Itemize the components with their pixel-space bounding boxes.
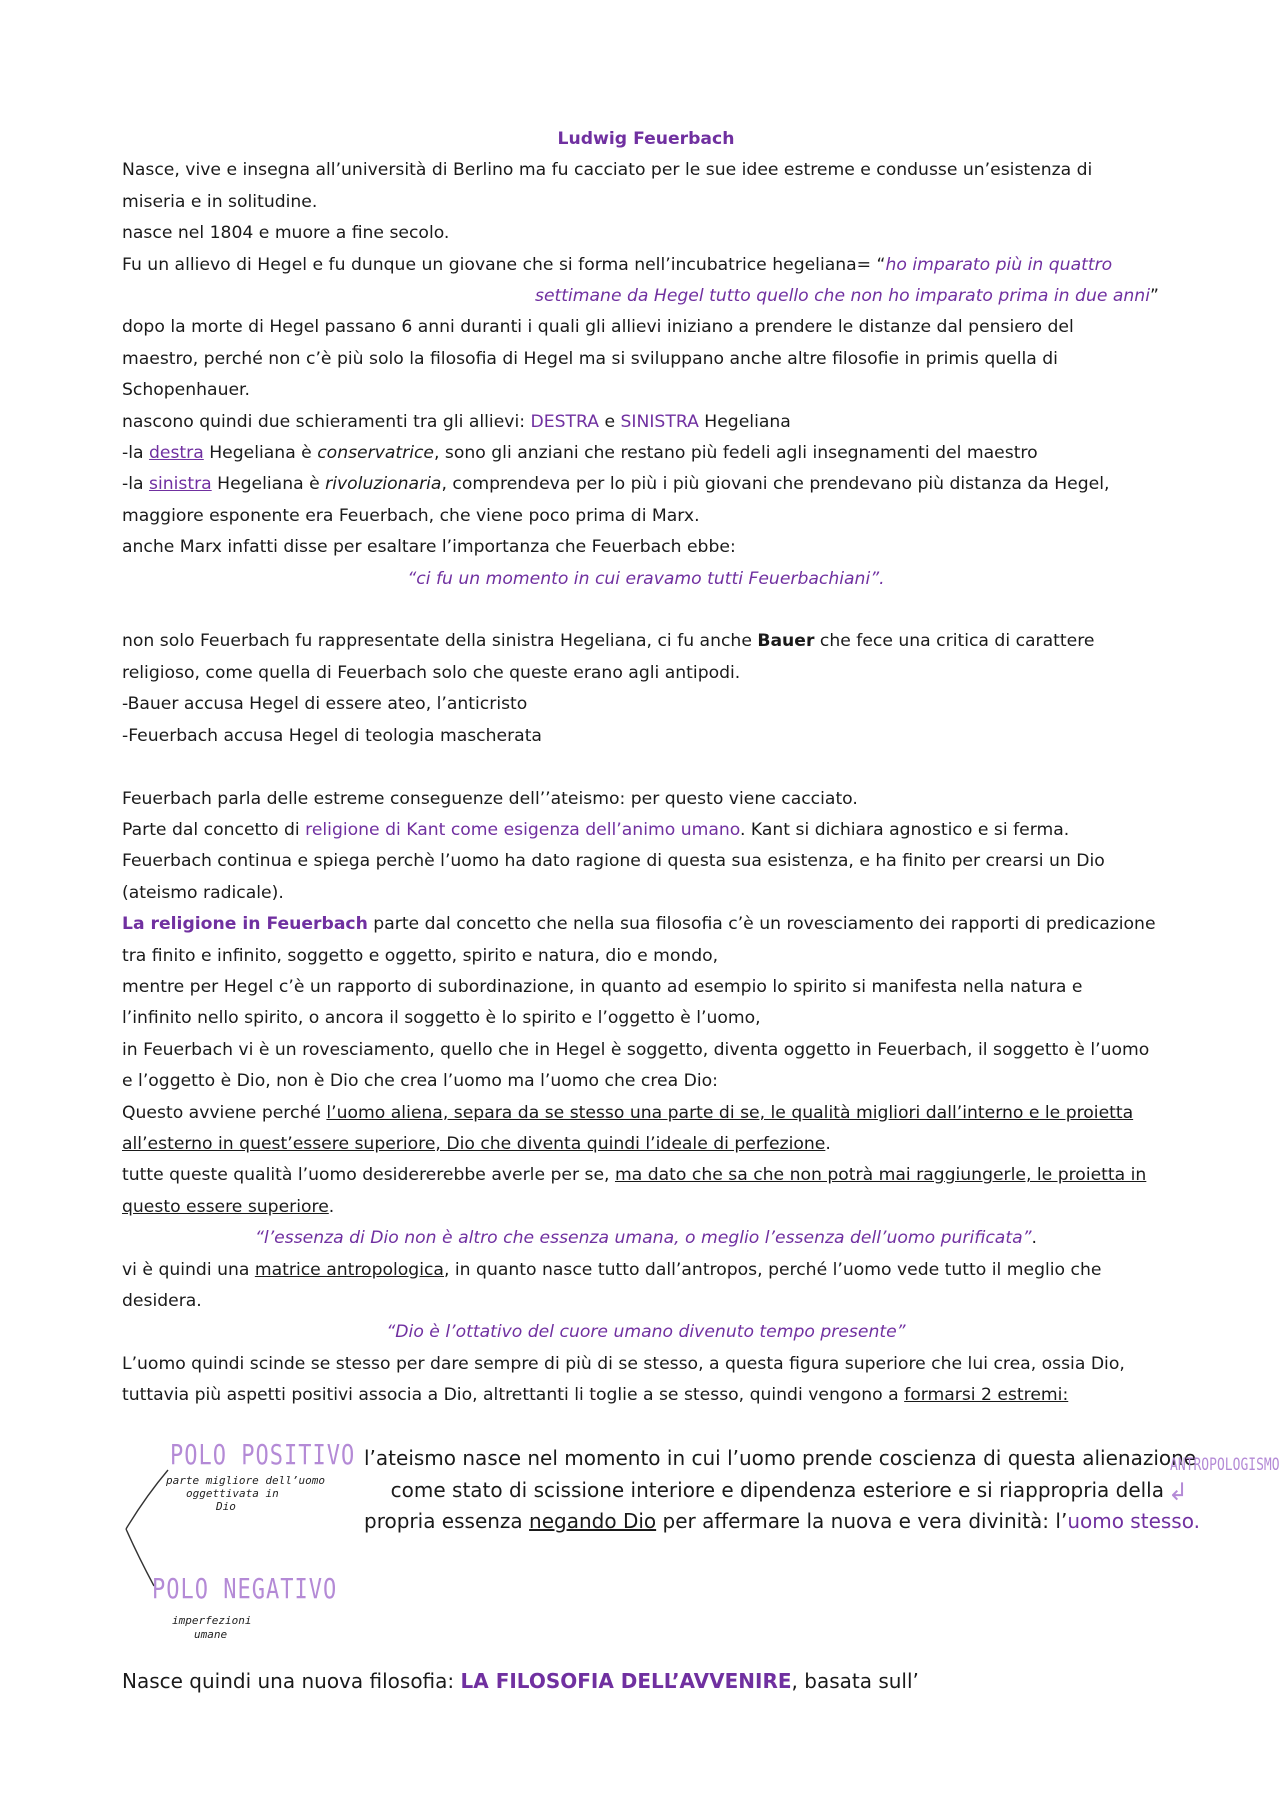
paragraph: tutte queste qualità l’uomo desidererebbe averle per se, ma dato che sa che non potrà mai raggiungerle, le proietta in <box>122 1165 1147 1186</box>
paragraph: dopo la morte di Hegel passano 6 anni duranti i quali gli allievi iniziano a prendere le distanze dal pensiero del <box>122 317 1074 338</box>
paragraph: -la destra Hegeliana è conservatrice, sono gli anziani che restano più fedeli agli insegnamenti del maestro <box>122 443 1038 464</box>
spacer <box>122 595 1170 626</box>
ateismo-paragraph: l’ateismo nasce nel momento in cui l’uomo prende coscienza di questa alienazione come stato di scissione interiore e dipendenza esteriore e si riappropria della propria essenza negando Dio per affermare la nuova e vera divinità: l’uomo stesso. <box>364 1446 1200 1534</box>
paragraph: all’esterno in quest’essere superiore, Dio che diventa quindi l’ideale di perfezione. <box>122 1133 831 1154</box>
quote-ottativo: “Dio è l’ottativo del cuore umano divenuto tempo presente” <box>386 1322 906 1343</box>
paragraph: mentre per Hegel c’è un rapporto di subordinazione, in quanto ad esempio lo spirito si manifesta nella natura e <box>122 976 1083 997</box>
quote-hegel-cont: settimane da Hegel tutto quello che non ho imparato prima in due anni <box>535 286 1150 307</box>
paragraph: Schopenhauer. <box>122 380 250 401</box>
page-title: Ludwig Feuerbach <box>557 129 735 149</box>
paragraph: -la sinistra Hegeliana è rivoluzionaria, comprendeva per lo più i più giovani che prendevano più distanza da Hegel, <box>122 474 1110 495</box>
paragraph: (ateismo radicale). <box>122 882 284 903</box>
paragraph: e l’oggetto è Dio, non è Dio che crea l’uomo ma l’uomo che crea Dio: <box>122 1071 718 1092</box>
paragraph: Nasce, vive e insegna all’università di Berlino ma fu cacciato per le sue idee estreme e condusse un’esistenza di <box>122 160 1093 181</box>
term-destra: DESTRA <box>530 411 599 432</box>
paragraph: settimane da Hegel tutto quello che non ho imparato prima in due anni” <box>535 286 1159 307</box>
paragraph: maggiore esponente era Feuerbach, che viene poco prima di Marx. <box>122 505 700 526</box>
polo-negativo-note: umane <box>194 1628 228 1641</box>
quote-hegel: ho imparato più in quattro <box>885 254 1113 275</box>
paragraph: tra finito e infinito, soggetto e oggetto, spirito e natura, dio e mondo, <box>122 945 719 966</box>
paragraph: in Feuerbach vi è un rovesciamento, quello che in Hegel è soggetto, diventa oggetto in Feuerbach, il soggetto è l’uomo <box>122 1039 1150 1060</box>
arrow-icon: ↲ <box>1168 1478 1189 1506</box>
term-destra-underlined: destra <box>148 443 204 464</box>
paragraph: maestro, perché non c’è più solo la filosofia di Hegel ma si sviluppano anche altre filosofie in primis quella di <box>122 348 1058 369</box>
paragraph: miseria e in solitudine. <box>122 191 318 212</box>
paragraph: vi è quindi una matrice antropologica, in quanto nasce tutto dall’antropos, perché l’uomo vede tutto il meglio che <box>122 1259 1102 1280</box>
polo-positivo-note: Dio <box>216 1500 236 1513</box>
paragraph: Feuerbach continua e spiega perchè l’uomo ha dato ragione di questa sua esistenza, e ha finito per crearsi un Dio <box>122 851 1105 872</box>
paragraph: La religione in Feuerbach parte dal concetto che nella sua filosofia c’è un rovesciamento dei rapporti di predicazione <box>122 914 1156 935</box>
paragraph: religioso, come quella di Feuerbach solo che queste erano agli antipodi. <box>122 662 741 683</box>
paragraph: -Bauer accusa Hegel di essere ateo, l’anticristo <box>122 694 528 715</box>
paragraph: -Feuerbach accusa Hegel di teologia mascherata <box>122 725 542 746</box>
paragraph: nasce nel 1804 e muore a fine secolo. <box>122 223 450 244</box>
polo-positivo-label: POLO POSITIVO <box>170 1440 356 1472</box>
paragraph: non solo Feuerbach fu rappresentate della sinistra Hegeliana, ci fu anche Bauer che fece una critica di carattere <box>122 631 1095 652</box>
polo-negativo-note: imperfezioni <box>172 1614 252 1627</box>
paragraph: l’infinito nello spirito, o ancora il soggetto è lo spirito e l’oggetto è l’uomo, <box>122 1008 761 1029</box>
poles-diagram <box>116 1436 356 1648</box>
paragraph: nascono quindi due schieramenti tra gli allievi: DESTRA e SINISTRA Hegeliana <box>122 411 791 432</box>
paragraph: L’uomo quindi scinde se stesso per dare sempre di più di se stesso, a questa figura superiore che lui crea, ossia Dio, <box>122 1353 1125 1374</box>
document-body <box>122 124 1170 1412</box>
paragraph: anche Marx infatti disse per esaltare l’importanza che Feuerbach ebbe: <box>122 537 736 558</box>
paragraph: Parte dal concetto di religione di Kant come esigenza dell’animo umano. Kant si dichiara agnostico e si ferma. <box>122 819 1070 840</box>
paragraph: questo essere superiore. <box>122 1196 335 1217</box>
polo-positivo-note: oggettivata in <box>186 1487 279 1500</box>
paragraph: tuttavia più aspetti positivi associa a Dio, altrettanti li toglie a se stesso, quindi vengono a formarsi 2 estremi: <box>122 1385 1069 1406</box>
polo-positivo-note: parte migliore dell’uomo <box>166 1474 325 1487</box>
paragraph: Questo avviene perché l’uomo aliena, separa da se stesso una parte di se, le qualità migliori dall’interno e le proietta <box>122 1102 1134 1123</box>
quote-essenza: “l’essenza di Dio non è altro che essenza umana, o meglio l’essenza dell’uomo purificata”. <box>255 1228 1037 1249</box>
final-line: Nasce quindi una nuova filosofia: LA FILOSOFIA DELL’AVVENIRE, basata sull’ <box>122 1669 919 1693</box>
spacer <box>122 752 1170 783</box>
quote-marx: “ci fu un momento in cui eravamo tutti Feuerbachiani”. <box>407 568 885 589</box>
paragraph: desidera. <box>122 1291 202 1311</box>
antropologismo-note: ANTROPOLOGISMO <box>1170 1455 1280 1476</box>
paragraph: Feuerbach parla delle estreme conseguenze dell’’ateismo: per questo viene cacciato. <box>122 788 858 809</box>
paragraph: Fu un allievo di Hegel e fu dunque un giovane che si forma nell’incubatrice hegeliana= “ho imparato più in quattro <box>122 254 1113 275</box>
term-sinistra-underlined: sinistra <box>148 474 212 495</box>
polo-negativo-label: POLO NEGATIVO <box>152 1574 338 1606</box>
term-sinistra: SINISTRA <box>620 411 699 432</box>
